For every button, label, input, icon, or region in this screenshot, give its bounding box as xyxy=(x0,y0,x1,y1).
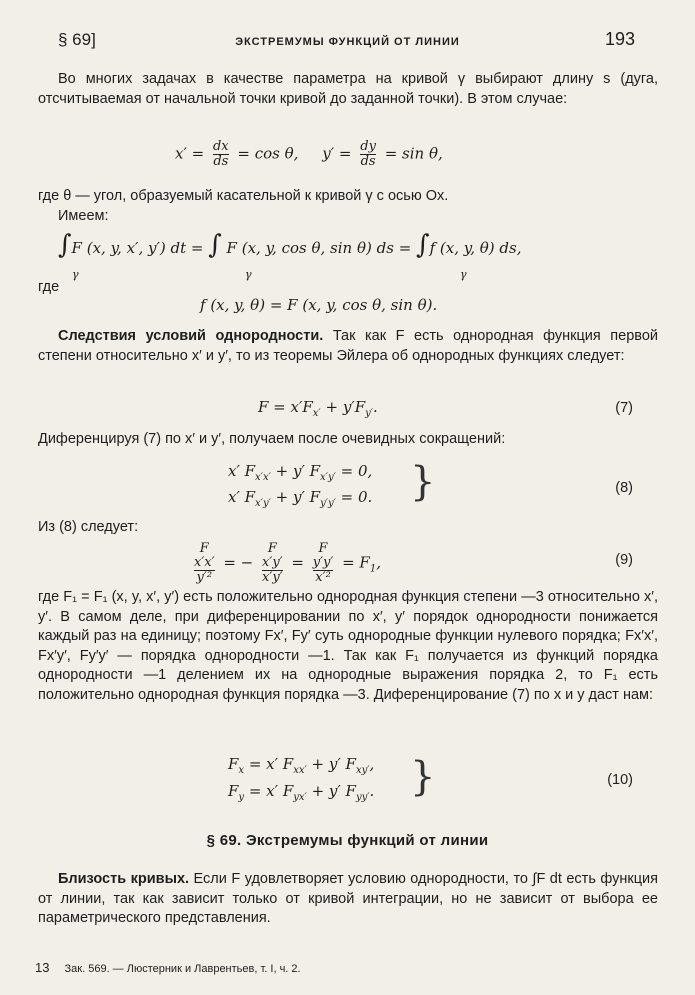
formula-integral: ∫F (x, y, x′, y′) dt = ∫ F (x, y, cos θ, sin θ) ds = ∫f (x, y, θ) ds, xyxy=(58,230,522,260)
paragraph-f1: где F₁ = F₁ (x, y, x′, y′) есть положительно однородная функция степени —3 относительно x′, y′. В самом деле, при диференцировании по x′, y′ порядок однородности понижается каждый раз на единицу; поэтому Fx′, Fy′ суть однородные функции нулевого порядка; Fx′x′, Fx′y′, Fy′y′ — порядка однородности —1. Так как F₁ получается из функций порядка однородности —1 делением их на однородные выражения порядка 2, то F₁ есть положительно однородная функция порядка —3. Диференцирование (7) по x и y даст нам: xyxy=(38,589,658,703)
section-number-header: § 69] xyxy=(58,30,96,49)
formula-8a: x′ $F_{x'x'} + y'$ $F_{x'y'} = 0$, xyxy=(228,462,373,483)
homogeneity-text: Так как F есть однородная функция первой степени относительно x′ и y′, то из теоремы Эйлера об однородных функциях следует: xyxy=(38,328,658,364)
formula-10a: $F_x = x'$ $F_{xx'} + y'$ $F_{xy'}$, xyxy=(228,755,375,776)
paragraph-homogeneity xyxy=(38,327,658,366)
closeness-text: Если F удовлетворяет условию однородности, то ∫F dt есть функция от линии, так как зависит только от кривой интеграции, но не зависит от выбора ее параметрического представления. xyxy=(38,871,658,926)
gamma-subscript: γ xyxy=(460,268,467,281)
equation-number-7: (7) xyxy=(615,400,633,416)
gamma-subscript: γ xyxy=(245,268,252,281)
page-number: 193 xyxy=(604,29,635,49)
signature-number: 13 xyxy=(35,960,50,975)
gamma-subscript: γ xyxy=(72,268,79,281)
paragraph-angle: где θ — угол, образуемый касательной к кривой γ с осью Ox. xyxy=(38,188,449,204)
right-brace: } xyxy=(410,459,436,505)
heading-homogeneity: Следствия условий однородности. xyxy=(58,328,324,344)
formula-9: F x′x′ y′² = − F x′y′ x′y′ = F y′y′ x′² = $F_1$, xyxy=(194,541,381,585)
paragraph-from-8: Из (8) следует: xyxy=(38,519,139,535)
equation-number-9: (9) xyxy=(615,552,633,568)
formula-f-def: f (x, y, θ) = F (x, y, cos θ, sin θ). xyxy=(200,296,438,314)
right-brace: } xyxy=(410,754,436,800)
formula-7: $F = x'F_{x'} + y'F_{y'}$. xyxy=(258,398,378,419)
paragraph-have: Имеем: xyxy=(58,208,109,224)
paragraph-intro: Во многих задачах в качестве параметра на кривой γ выбирают длину s (дуга, отсчитываемая от начальной точки кривой до заданной точки). В этом случае: xyxy=(38,71,658,107)
paragraph-differentiate: Диференцируя (7) по x′ и y′, получаем после очевидных сокращений: xyxy=(38,431,506,447)
footer-text: Зак. 569. — Люстерник и Лаврентьев, т. I, ч. 2. xyxy=(64,963,301,975)
footer xyxy=(35,960,301,975)
formula-derivatives: x′ = $\frac{dx}{ds}$ = cos θ, y′ = $\frac{dy}{ds}$ = sin θ, xyxy=(175,139,443,169)
formula-8b: x′ $F_{x'y'} + y'$ $F_{y'y'} = 0$. xyxy=(228,488,373,509)
paragraph-closeness xyxy=(38,870,658,929)
equation-number-10: (10) xyxy=(607,772,633,788)
word-where: где xyxy=(38,279,60,295)
formula-10b: $F_y = x'$ $F_{yx'} + y'$ $F_{yy'}$. xyxy=(228,782,375,803)
heading-closeness: Близость кривых. xyxy=(58,871,190,887)
section-heading: § 69. Экстремумы функций от линии xyxy=(206,832,489,849)
equation-number-8: (8) xyxy=(615,480,633,496)
running-title: ЭКСТРЕМУМЫ ФУНКЦИЙ ОТ ЛИНИИ xyxy=(235,36,460,48)
